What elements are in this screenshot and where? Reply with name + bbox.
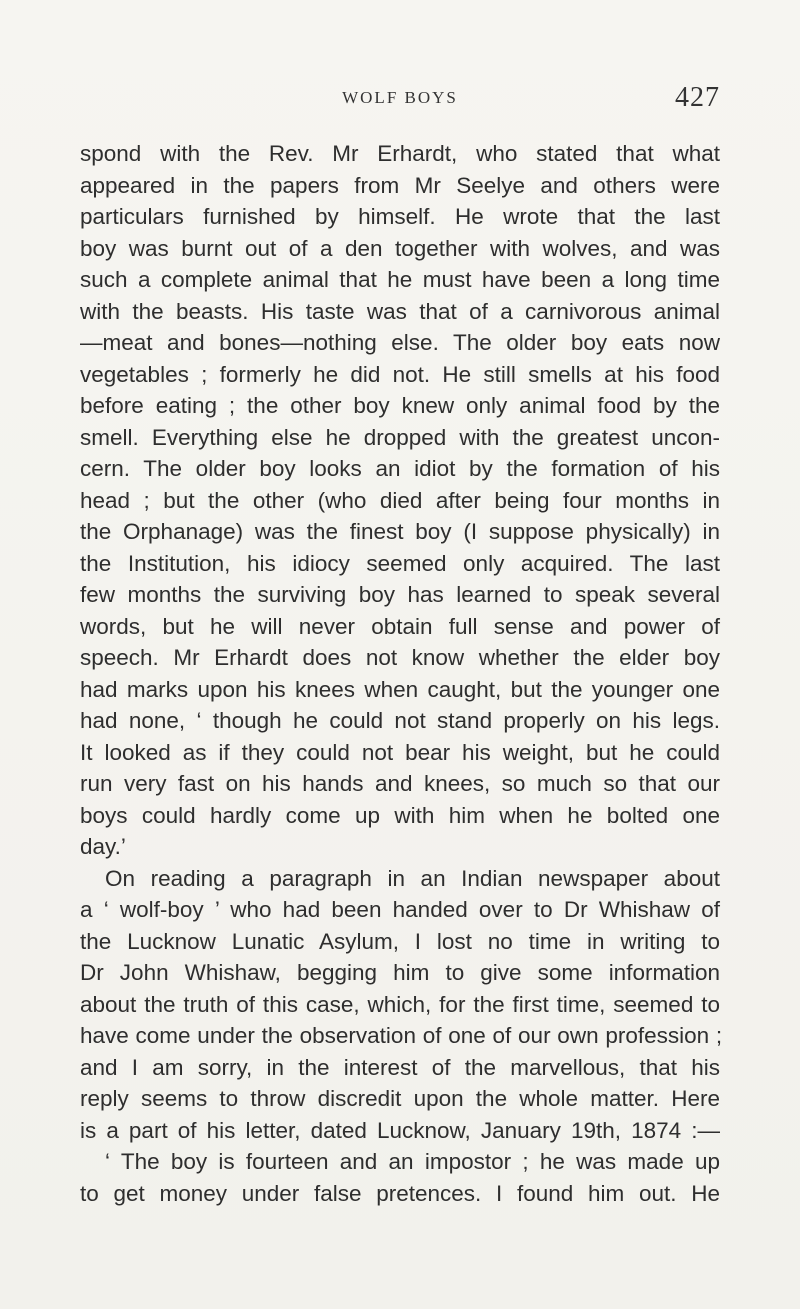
text-line: —meat and bones—nothing else. The older boy eats now bbox=[80, 330, 720, 355]
text-line: few months the surviving boy has learned to speak several bbox=[80, 582, 720, 607]
running-head: WOLF BOYS bbox=[342, 88, 458, 107]
text-line: smell. Everything else he dropped with the greatest uncon- bbox=[80, 424, 720, 450]
text-line: about the truth of this case, which, for the first time, seemed to bbox=[80, 991, 720, 1017]
text-line: cern. The older boy looks an idiot by the formation of his bbox=[80, 456, 720, 481]
text-line: day.’ bbox=[80, 834, 126, 859]
text-line: a ‘ wolf-boy ’ who had been handed over to Dr Whishaw of bbox=[80, 897, 720, 922]
text-line: Dr John Whishaw, begging him to give some information bbox=[80, 960, 720, 985]
text-line: with the beasts. His taste was that of a carnivorous animal bbox=[80, 298, 720, 324]
text-line: appeared in the papers from Mr Seelye and others were bbox=[80, 172, 720, 198]
text-line: have come under the observation of one of our own profession ; bbox=[80, 1023, 723, 1048]
text-line: vegetables ; formerly he did not. He still smells at his food bbox=[80, 361, 720, 387]
text-line: boys could hardly come up with him when he bolted one bbox=[80, 802, 720, 828]
text-line: and I am sorry, in the interest of the marvellous, that his bbox=[80, 1054, 720, 1080]
text-line: particulars furnished by himself. He wrote that the last bbox=[80, 204, 720, 229]
paragraph-first-line: ‘ The boy is fourteen and an impostor ; he was made up bbox=[105, 1149, 720, 1174]
text-line: words, but he will never obtain full sense and power of bbox=[80, 613, 720, 639]
text-line: speech. Mr Erhardt does not know whether the elder boy bbox=[80, 645, 720, 670]
body-text bbox=[80, 138, 723, 1209]
text-line: run very fast on his hands and knees, so much so that our bbox=[80, 771, 720, 796]
paragraph-first-line: On reading a paragraph in an Indian newspaper about bbox=[105, 865, 720, 891]
page-number: 427 bbox=[675, 82, 720, 113]
text-line: before eating ; the other boy knew only animal food by the bbox=[80, 393, 720, 418]
text-line: boy was burnt out of a den together with wolves, and was bbox=[80, 235, 720, 261]
text-line: It looked as if they could not bear his weight, but he could bbox=[80, 739, 720, 765]
text-line: head ; but the other (who died after being four months in bbox=[80, 487, 720, 513]
text-line: to get money under false pretences. I found him out. He bbox=[80, 1180, 720, 1206]
text-line: had marks upon his knees when caught, but the younger one bbox=[80, 676, 720, 702]
text-line: reply seems to throw discredit upon the whole matter. Here bbox=[80, 1086, 720, 1111]
text-line: the Lucknow Lunatic Asylum, I lost no time in writing to bbox=[80, 928, 720, 954]
text-line: such a complete animal that he must have been a long time bbox=[80, 267, 720, 292]
text-line: the Orphanage) was the finest boy (I suppose physically) in bbox=[80, 519, 720, 544]
page-header bbox=[80, 82, 720, 120]
text-line: is a part of his letter, dated Lucknow, January 19th, 1874 :— bbox=[80, 1117, 720, 1143]
text-line: the Institution, his idiocy seemed only acquired. The last bbox=[80, 550, 720, 576]
text-line: had none, ‘ though he could not stand properly on his legs. bbox=[80, 708, 720, 733]
text-line: spond with the Rev. Mr Erhardt, who stated that what bbox=[80, 141, 720, 166]
